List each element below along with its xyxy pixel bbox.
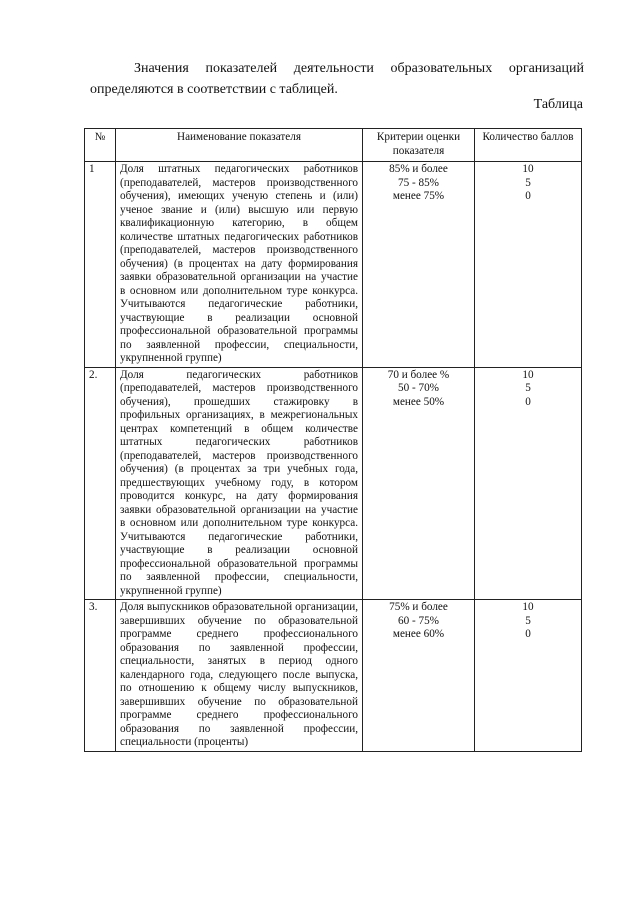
row-number: 2. xyxy=(85,367,116,600)
indicator-name: Доля штатных педагогических работников (преподавателей, мастеров производственного обучения), имеющих ученую степень и (или) ученое звание и (или) высшую или первую квалификационную категорию, в общем количестве штатных педагогических работников (преподавателей, мастеров производственного обучения) (в процентах на дату формирования заявки образовательной организации на участие в основном или дополнительном туре конкурса. Учитываются педагогические работники, участвующие в реализации основной профессиональной образовательной программы по заявленной профессии, специальности, укрупненной группе) xyxy=(116,162,363,368)
header-criteria: Критерии оценки показателя xyxy=(363,129,475,162)
header-indicator-name: Наименование показателя xyxy=(116,129,363,162)
criteria-value: 75% и более xyxy=(389,601,448,613)
criteria-value: 60 - 75% xyxy=(397,614,439,627)
header-score: Количество баллов xyxy=(475,129,582,162)
table-row xyxy=(85,600,582,752)
table-header-row xyxy=(85,129,582,162)
criteria-cell xyxy=(363,367,475,600)
criteria-value: менее 75% xyxy=(392,190,445,202)
criteria-value: 75 - 85% xyxy=(397,176,439,189)
score-cell xyxy=(475,162,582,368)
criteria-value: менее 50% xyxy=(392,395,445,408)
intro-paragraph: Значения показателей деятельности образовательных организаций определяются в соответствии с таблицей. xyxy=(90,61,584,97)
indicator-name: Доля педагогических работников (преподавателей, мастеров производственного обучения), прошедших стажировку в профильных организациях, в межрегиональных центрах компетенций в общем количестве штатных педагогических работников (преподавателей, мастеров производственного обучения) (в процентах за три учебных года, предшествующих учебному году, в котором проводится конкурс, на дату формирования заявки образовательной организации на участие в основном или дополнительном туре конкурса. Учитываются педагогические работники, участвующие в реализации основной профессиональной образовательной программы по заявленной профессии, специальности, укрупненной группе) xyxy=(116,367,363,600)
score-value: 5 xyxy=(525,176,531,189)
indicators-table xyxy=(84,128,582,752)
criteria-value: 85% и более xyxy=(389,163,448,175)
score-value: 0 xyxy=(525,395,531,408)
score-value: 0 xyxy=(525,628,531,640)
row-number: 1 xyxy=(85,162,116,368)
criteria-value: 70 и более % xyxy=(387,368,450,381)
indicator-name: Доля выпускников образовательной организации, завершивших обучение по образовательной программе среднего профессионального образования по заявленной профессии, специальности, занятых в период одного календарного года, следующего после выпуска, по отношению к общему числу выпускников, завершивших обучение по образовательной программе среднего профессионального образования по заявленной профессии, специальности (проценты) xyxy=(116,600,363,752)
criteria-value: 50 - 70% xyxy=(397,382,439,394)
score-cell xyxy=(475,600,582,752)
table-caption: Таблица xyxy=(533,97,583,112)
table-row xyxy=(85,367,582,600)
score-value: 10 xyxy=(522,368,534,381)
score-value: 5 xyxy=(525,382,531,394)
score-cell xyxy=(475,367,582,600)
criteria-cell xyxy=(363,162,475,368)
score-value: 10 xyxy=(522,601,534,613)
criteria-cell xyxy=(363,600,475,752)
score-value: 0 xyxy=(525,190,531,202)
criteria-value: менее 60% xyxy=(392,628,445,640)
row-number: 3. xyxy=(85,600,116,752)
header-number: № xyxy=(85,129,116,162)
score-value: 5 xyxy=(525,614,531,627)
score-value: 10 xyxy=(522,163,534,175)
table-row xyxy=(85,162,582,368)
